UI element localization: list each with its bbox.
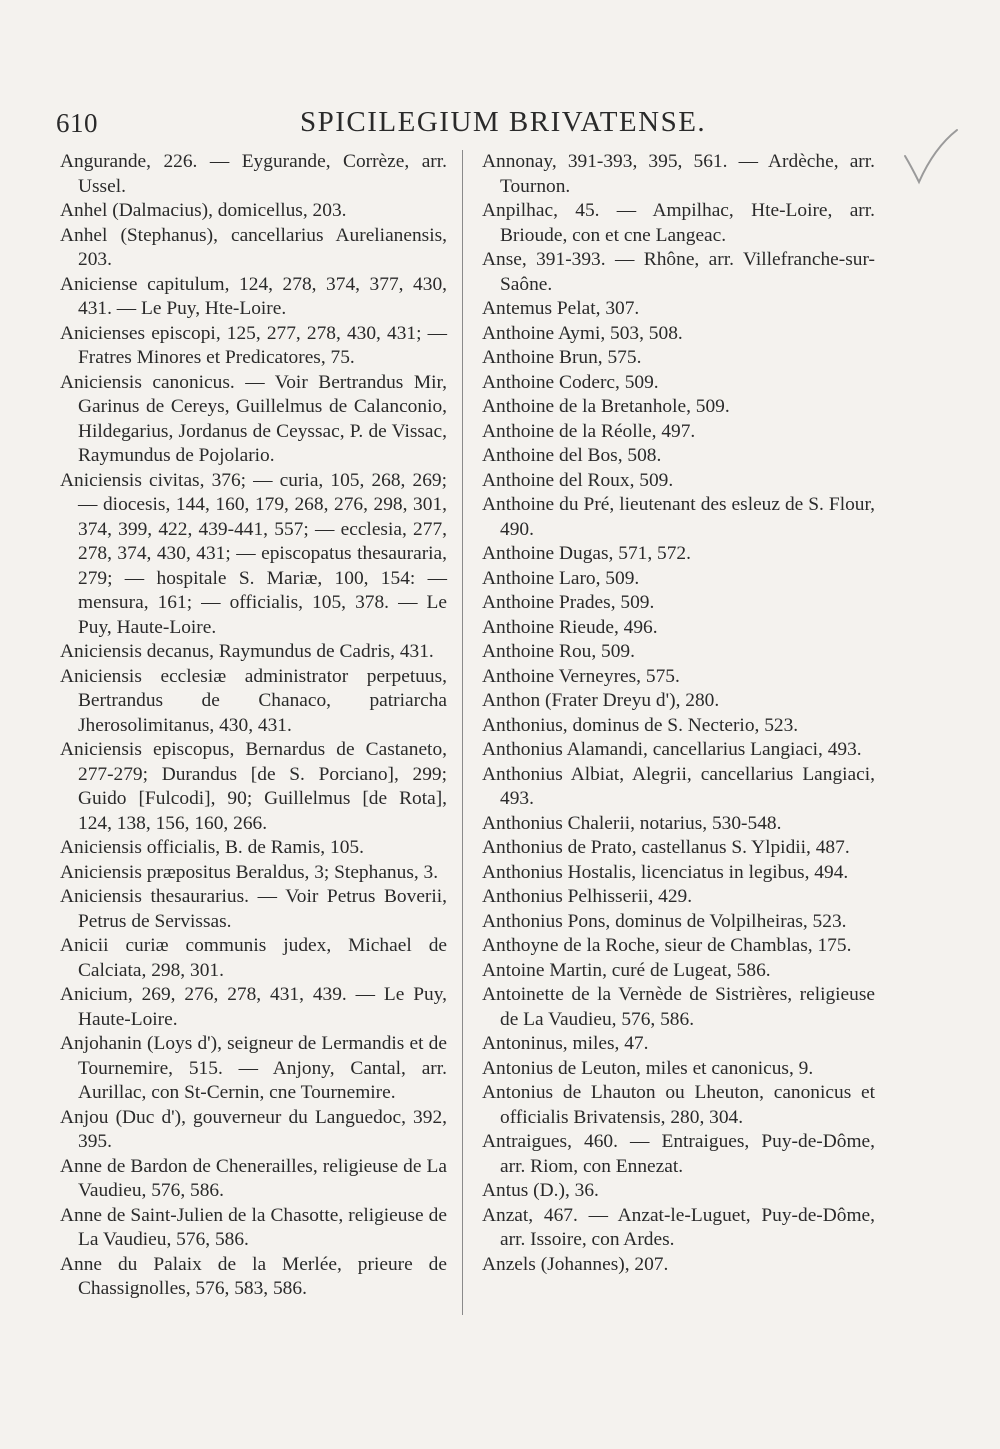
- index-entry: Anthoyne de la Roche, sieur de Chamblas, 175.: [482, 935, 852, 956]
- index-entry: Antus (D.), 36.: [482, 1180, 599, 1201]
- index-entry: Aniciensis canonicus. — Voir Bertrandus Mir, Garinus de Cereys, Guillelmus de Calanconio, Hildegarius, Jordanus de Ceyssac, P. de Vissac, Raymundus de Pojolario.: [60, 371, 447, 466]
- index-entry: Aniciensis officialis, B. de Ramis, 105.: [60, 837, 364, 858]
- index-entry: Aniciense capitulum, 124, 278, 374, 377, 430, 431. — Le Puy, Hte-Loire.: [60, 273, 447, 319]
- index-entry: Anthonius Pons, dominus de Volpilheiras, 523.: [482, 910, 847, 932]
- index-entry: Antoninus, miles, 47.: [482, 1033, 649, 1054]
- index-entry: Aniciensis præpositus Beraldus, 3; Stephanus, 3.: [60, 861, 439, 883]
- index-entry: Anpilhac, 45. — Ampilhac, Hte-Loire, arr. Brioude, con et cne Langeac.: [482, 200, 875, 246]
- index-entry: Anse, 391-393. — Rhône, arr. Villefranche-sur-Saône.: [482, 249, 875, 295]
- index-entry: Anthoine Verneyres, 575.: [482, 665, 680, 687]
- index-entry: Anthonius Albiat, Alegrii, cancellarius Langiaci, 493.: [482, 763, 875, 809]
- index-entry: Antemus Pelat, 307.: [482, 298, 640, 319]
- index-entry: Anthonius Pelhisserii, 429.: [482, 886, 693, 907]
- index-entry: Anne de Saint-Julien de la Chasotte, religieuse de La Vaudieu, 576, 586.: [60, 1204, 447, 1250]
- index-entry: Angurande, 226. — Eygurande, Corrèze, arr. Ussel.: [60, 151, 447, 197]
- index-entry: Anhel (Dalmacius), domicellus, 203.: [60, 200, 347, 221]
- index-entry: Aniciensis civitas, 376; — curia, 105, 268, 269; — diocesis, 144, 160, 179, 268, 276, 298, 301, 374, 399, 422, 439-441, 557; — ecclesia, 277, 278, 374, 430, 431; — episcopatus thesauraria, 279; — hospitale S. Mariæ, 100, 154: — mensura, 161; — officialis, 105, 378. — Le Puy, Haute-Loire.: [60, 469, 447, 638]
- index-entry: Anthoine Coderc, 509.: [482, 371, 659, 393]
- index-entry: Anthoine du Pré, lieutenant des esleuz de S. Flour, 490.: [482, 494, 875, 540]
- index-entry: Anne du Palaix de la Merlée, prieure de Chassignolles, 576, 583, 586.: [60, 1253, 447, 1299]
- index-entry: Anthoine Rou, 509.: [482, 641, 635, 662]
- index-entry: Anthoine Rieude, 496.: [482, 616, 658, 638]
- index-entry: Anzels (Johannes), 207.: [482, 1253, 669, 1275]
- index-column-right: [482, 150, 875, 1277]
- index-entry: Anicii curiæ communis judex, Michael de Calciata, 298, 301.: [60, 935, 447, 981]
- index-entry: Anzat, 467. — Anzat-le-Luguet, Puy-de-Dôme, arr. Issoire, con Ardes.: [482, 1204, 875, 1250]
- index-entry: Anthonius Alamandi, cancellarius Langiaci, 493.: [482, 739, 862, 760]
- index-entry: Anthoine Prades, 509.: [482, 592, 655, 613]
- index-entry: Anthoine Dugas, 571, 572.: [482, 543, 691, 564]
- index-entry: Antonius de Lhauton ou Lheuton, canonicus et officialis Brivatensis, 280, 304.: [482, 1082, 875, 1128]
- index-entry: Anthoine Laro, 509.: [482, 567, 640, 589]
- index-entry: Anthonius de Prato, castellanus S. Ylpidii, 487.: [482, 837, 850, 858]
- pencil-check-mark-icon: [903, 128, 959, 186]
- index-entry: Anicienses episcopi, 125, 277, 278, 430, 431; — Fratres Minores et Predicatores, 75.: [60, 322, 447, 368]
- index-entry: Aniciensis episcopus, Bernardus de Castaneto, 277-279; Durandus [de S. Porciano], 299; Guido [Fulcodi], 90; Guillelmus [de Rota], 124, 138, 156, 160, 266.: [60, 739, 447, 834]
- page-number: 610: [56, 108, 98, 138]
- index-entry: Anne de Bardon de Chenerailles, religieuse de La Vaudieu, 576, 586.: [60, 1155, 447, 1201]
- index-entry: Anhel (Stephanus), cancellarius Aurelianensis, 203.: [60, 224, 447, 270]
- index-entry: Anthoine Brun, 575.: [482, 347, 642, 368]
- index-entry: Anthonius, dominus de S. Necterio, 523.: [482, 714, 799, 736]
- index-entry: Anjou (Duc d'), gouverneur du Languedoc, 392, 395.: [60, 1106, 447, 1152]
- index-entry: Anthonius Chalerii, notarius, 530-548.: [482, 812, 782, 834]
- index-entry: Anthoine del Roux, 509.: [482, 469, 674, 491]
- index-entry: Anicium, 269, 276, 278, 431, 439. — Le Puy, Haute-Loire.: [60, 984, 447, 1030]
- index-column-left: [60, 150, 447, 1302]
- index-entry: Anthoine de la Bretanhole, 509.: [482, 396, 730, 417]
- index-entry: Anthon (Frater Dreyu d'), 280.: [482, 690, 720, 711]
- index-entry: Antoinette de la Vernède de Sistrières, religieuse de La Vaudieu, 576, 586.: [482, 984, 875, 1030]
- index-entry: Antoine Martin, curé de Lugeat, 586.: [482, 959, 771, 981]
- index-entry: Anthonius Hostalis, licenciatus in legibus, 494.: [482, 861, 849, 883]
- index-entry: Antraigues, 460. — Entraigues, Puy-de-Dôme, arr. Riom, con Ennezat.: [482, 1131, 875, 1177]
- column-divider: [462, 150, 463, 1315]
- index-entry: Anjohanin (Loys d'), seigneur de Lermandis et de Tournemire, 515. — Anjony, Cantal, arr. Aurillac, con St-Cernin, cne Tournemire.: [60, 1033, 447, 1103]
- index-entry: Aniciensis ecclesiæ administrator perpetuus, Bertrandus de Chanaco, patriarcha Jherosolimitanus, 430, 431.: [60, 665, 447, 736]
- index-entry: Anthoine Aymi, 503, 508.: [482, 322, 683, 344]
- index-entry: Annonay, 391-393, 395, 561. — Ardèche, arr. Tournon.: [482, 151, 875, 197]
- index-entry: Anthoine de la Réolle, 497.: [482, 420, 696, 442]
- index-entry: Antonius de Leuton, miles et canonicus, 9.: [482, 1057, 814, 1079]
- index-entry: Aniciensis thesaurarius. — Voir Petrus Boverii, Petrus de Servissas.: [60, 886, 447, 932]
- index-entry: Aniciensis decanus, Raymundus de Cadris, 431.: [60, 641, 434, 662]
- index-entry: Anthoine del Bos, 508.: [482, 445, 662, 466]
- running-title: SPICILEGIUM BRIVATENSE.: [300, 106, 707, 138]
